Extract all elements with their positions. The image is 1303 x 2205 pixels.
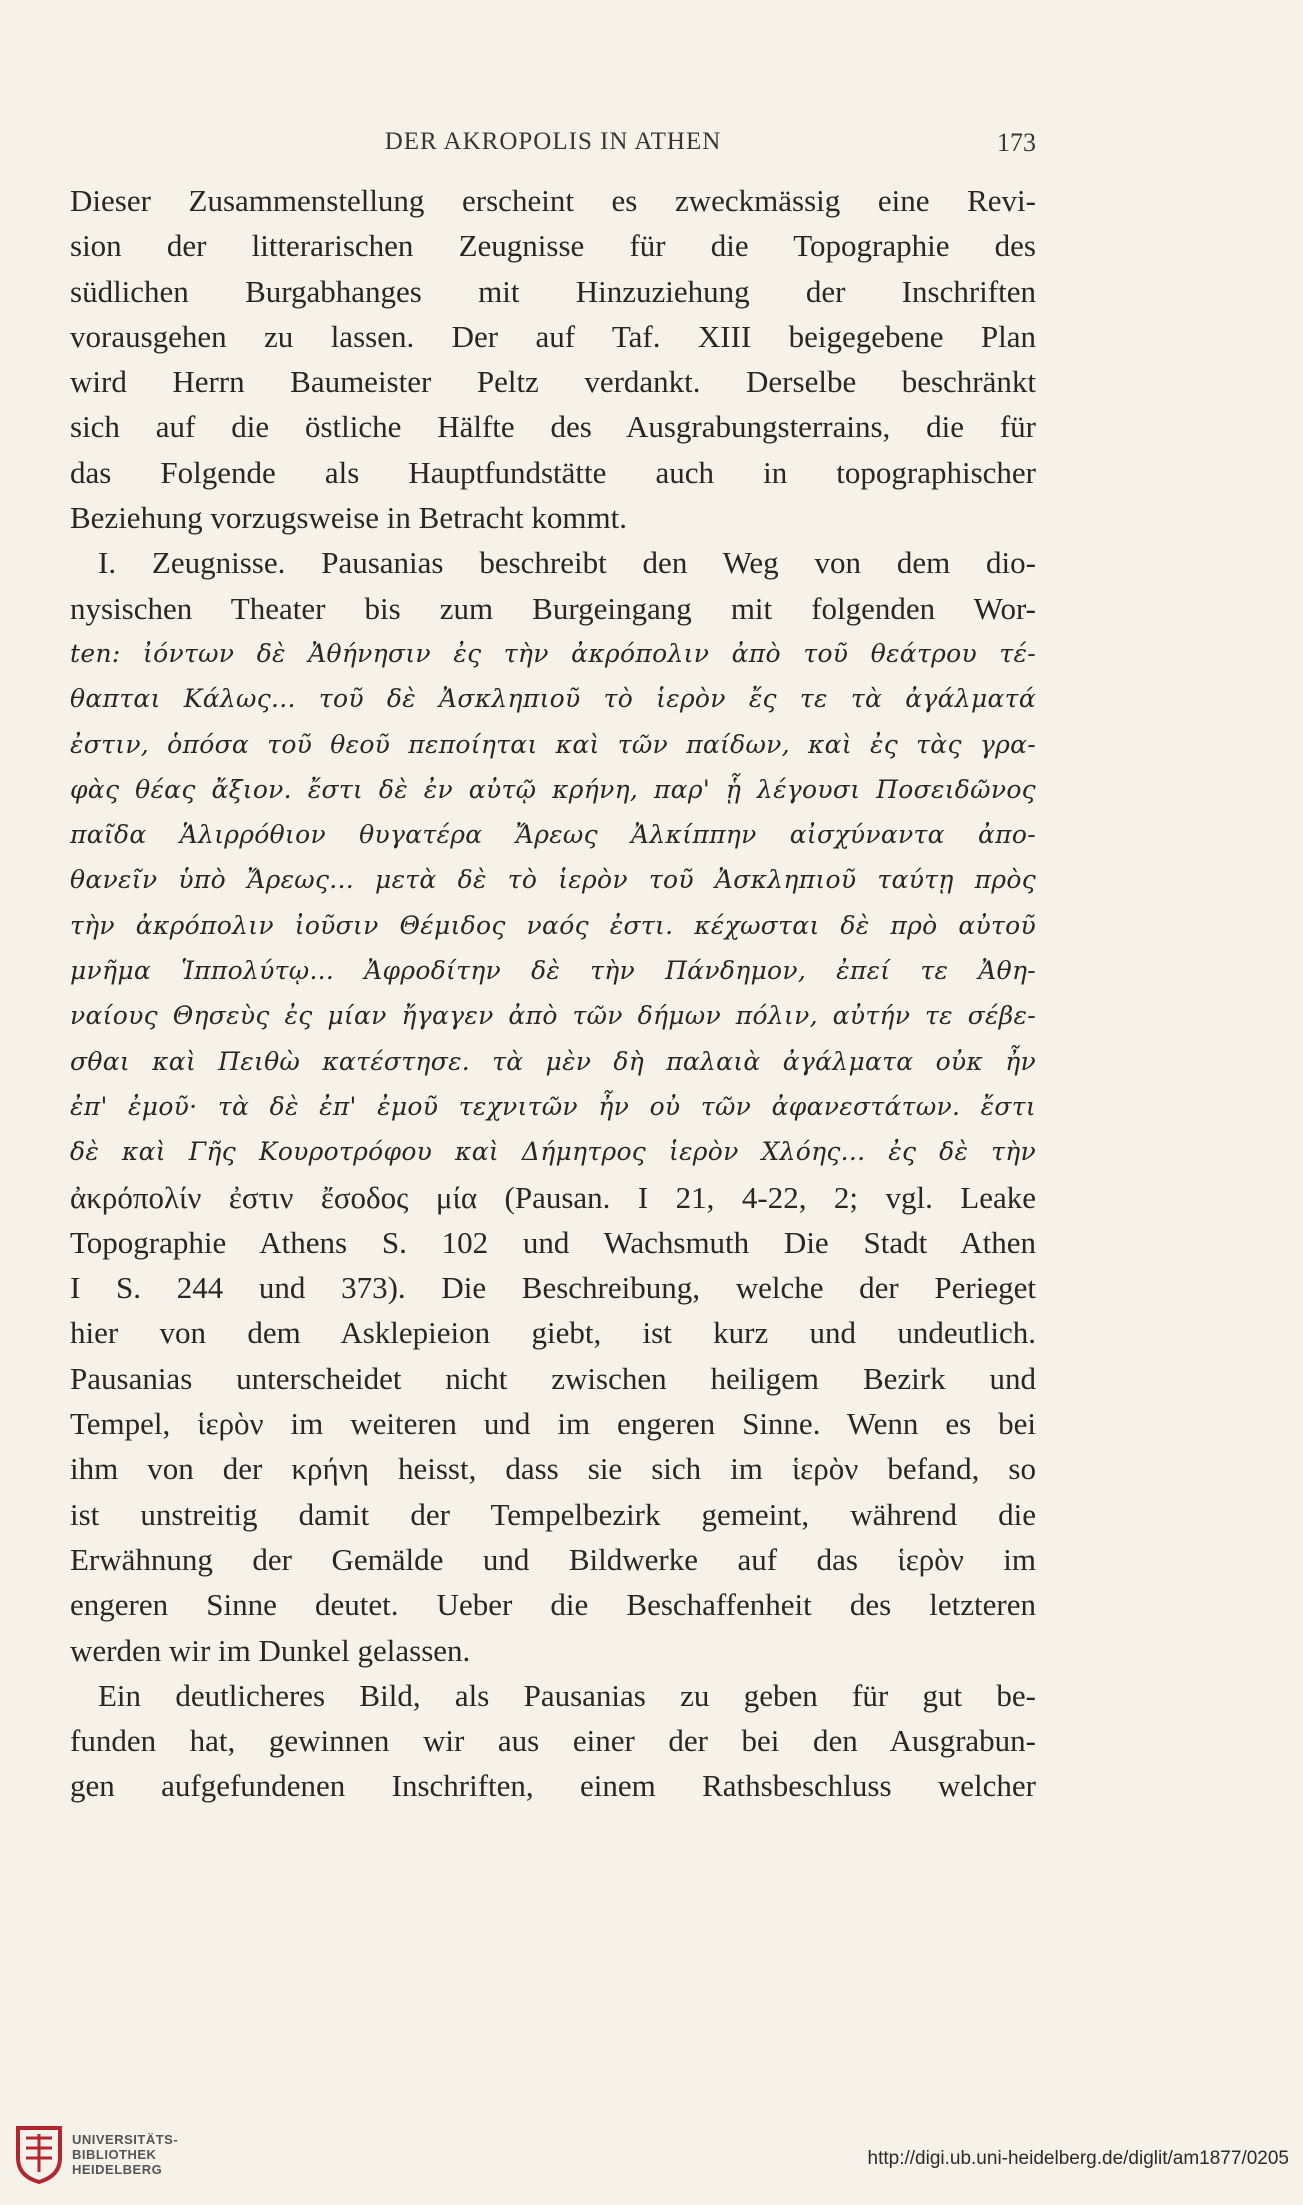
library-name-line: HEIDELBERG — [72, 2162, 163, 2177]
page-number: 173 — [997, 128, 1036, 157]
digitization-footer — [0, 2110, 1303, 2205]
text-line: Erwähnung der Gemälde und Bildwerke auf das ἱερὸν im — [70, 1541, 1036, 1577]
text-line: ναίους Θησεὺς ἐς μίαν ἤγαγεν ἀπὸ τῶν δήμων πόλιν, αὐτήν τε σέβε- — [70, 1001, 1036, 1031]
text-line: sich auf die östliche Hälfte des Ausgrabungsterrains, die für — [70, 409, 1036, 445]
text-line: δὲ καὶ Γῆς Κουροτρόφου καὶ Δήμητρος ἱερὸν Χλόης... ἐς δὲ τὴν — [70, 1137, 1036, 1167]
text-line: Tempel, ἱερὸν im weiteren und im engeren Sinne. Wenn es bei — [70, 1406, 1036, 1442]
library-seal-icon — [14, 2124, 64, 2184]
text-line: Pausanias unterscheidet nicht zwischen heiligem Bezirk und — [70, 1360, 1036, 1396]
text-line: ἐστιν, ὁπόσα τοῦ θεοῦ πεποίηται καὶ τῶν παίδων, καὶ ἐς τὰς γρα- — [70, 729, 1036, 759]
library-name-line: BIBLIOTHEK — [72, 2147, 157, 2162]
text-line: engeren Sinne deutet. Ueber die Beschaffenheit des letzteren — [70, 1587, 1036, 1623]
text-line: nysischen Theater bis zum Burgeingang mit folgenden Wor- — [70, 590, 1036, 626]
text-line: Ein deutlicheres Bild, als Pausanias zu geben für gut be- — [98, 1677, 1036, 1713]
text-line: τὴν ἀκρόπολιν ἰοῦσιν Θέμιδος ναός ἐστι. κέχωσται δὲ πρὸ αὐτοῦ — [70, 910, 1036, 940]
text-line: ἐπ' ἐμοῦ· τὰ δὲ ἐπ' ἐμοῦ τεχνιτῶν ἦν οὐ τῶν ἀφανεστάτων. ἔστι — [70, 1091, 1036, 1121]
text-line: das Folgende als Hauptfundstätte auch in topographischer — [70, 454, 1036, 490]
text-line: gen aufgefundenen Inschriften, einem Rathsbeschluss welcher — [70, 1768, 1036, 1804]
text-line: südlichen Burgabhanges mit Hinzuziehung der Inschriften — [70, 273, 1036, 309]
text-line: Beziehung vorzugsweise in Betracht kommt. — [70, 500, 628, 536]
text-line: vorausgehen zu lassen. Der auf Taf. XIII beigegebene Plan — [70, 318, 1036, 354]
text-line: I. Zeugnisse. Pausanias beschreibt den Weg von dem dio- — [98, 545, 1036, 581]
text-line: Topographie Athens S. 102 und Wachsmuth Die Stadt Athen — [70, 1224, 1036, 1260]
text-line: ἀκρόπολίν ἐστιν ἔσοδος μία (Pausan. I 21, 4-22, 2; vgl. Leake — [70, 1179, 1036, 1215]
text-line: παῖδα Ἁλιρρόθιον θυγατέρα Ἄρεως Ἀλκίππην αἰσχύναντα ἀπο- — [70, 820, 1036, 850]
body-text — [70, 178, 1036, 1809]
text-line: sion der litterarischen Zeugnisse für die Topographie des — [70, 228, 1036, 264]
text-line: φὰς θέας ἄξιον. ἔστι δὲ ἐν αὐτῷ κρήνη, παρ' ᾗ λέγουσι Ποσειδῶνος — [70, 774, 1036, 804]
text-line: θαπται Κάλως... τοῦ δὲ Ἀσκληπιοῦ τὸ ἱερὸν ἔς τε τὰ ἀγάλματά — [70, 684, 1036, 714]
text-line: ten: ἰόντων δὲ Ἀθήνησιν ἐς τὴν ἀκρόπολιν ἀπὸ τοῦ θεάτρου τέ- — [70, 638, 1036, 668]
text-line: werden wir im Dunkel gelassen. — [70, 1632, 471, 1668]
text-line: ist unstreitig damit der Tempelbezirk gemeint, während die — [70, 1496, 1036, 1532]
text-line: Dieser Zusammenstellung erscheint es zweckmässig eine Revi- — [70, 183, 1036, 218]
text-line: I S. 244 und 373). Die Beschreibung, welche der Perieget — [70, 1270, 1036, 1306]
library-name — [72, 2132, 178, 2177]
text-line: θανεῖν ὑπὸ Ἄρεως... μετὰ δὲ τὸ ἱερὸν τοῦ Ἀσκληπιοῦ ταύτῃ πρὸς — [70, 865, 1036, 895]
running-title: DER AKROPOLIS IN ATHEN — [384, 128, 722, 155]
running-head — [70, 128, 1036, 164]
text-line: funden hat, gewinnen wir aus einer der bei den Ausgrabun- — [70, 1723, 1036, 1759]
source-url-link[interactable]: http://digi.ub.uni-heidelberg.de/diglit/am1877/0205 — [867, 2148, 1289, 2169]
text-line: σθαι καὶ Πειθὼ κατέστησε. τὰ μὲν δὴ παλαιὰ ἀγάλματα οὐκ ἦν — [70, 1046, 1036, 1076]
text-line: hier von dem Asklepieion giebt, ist kurz und undeutlich. — [70, 1315, 1036, 1351]
text-line: μνῆμα Ἱππολύτῳ... Ἀφροδίτην δὲ τὴν Πάνδημον, ἐπεί τε Ἀθη- — [70, 956, 1036, 986]
library-name-line: UNIVERSITÄTS- — [72, 2132, 179, 2147]
text-line: ihm von der κρήνη heisst, dass sie sich im ἱερὸν befand, so — [70, 1451, 1036, 1487]
text-line: wird Herrn Baumeister Peltz verdankt. Derselbe beschränkt — [70, 364, 1036, 400]
